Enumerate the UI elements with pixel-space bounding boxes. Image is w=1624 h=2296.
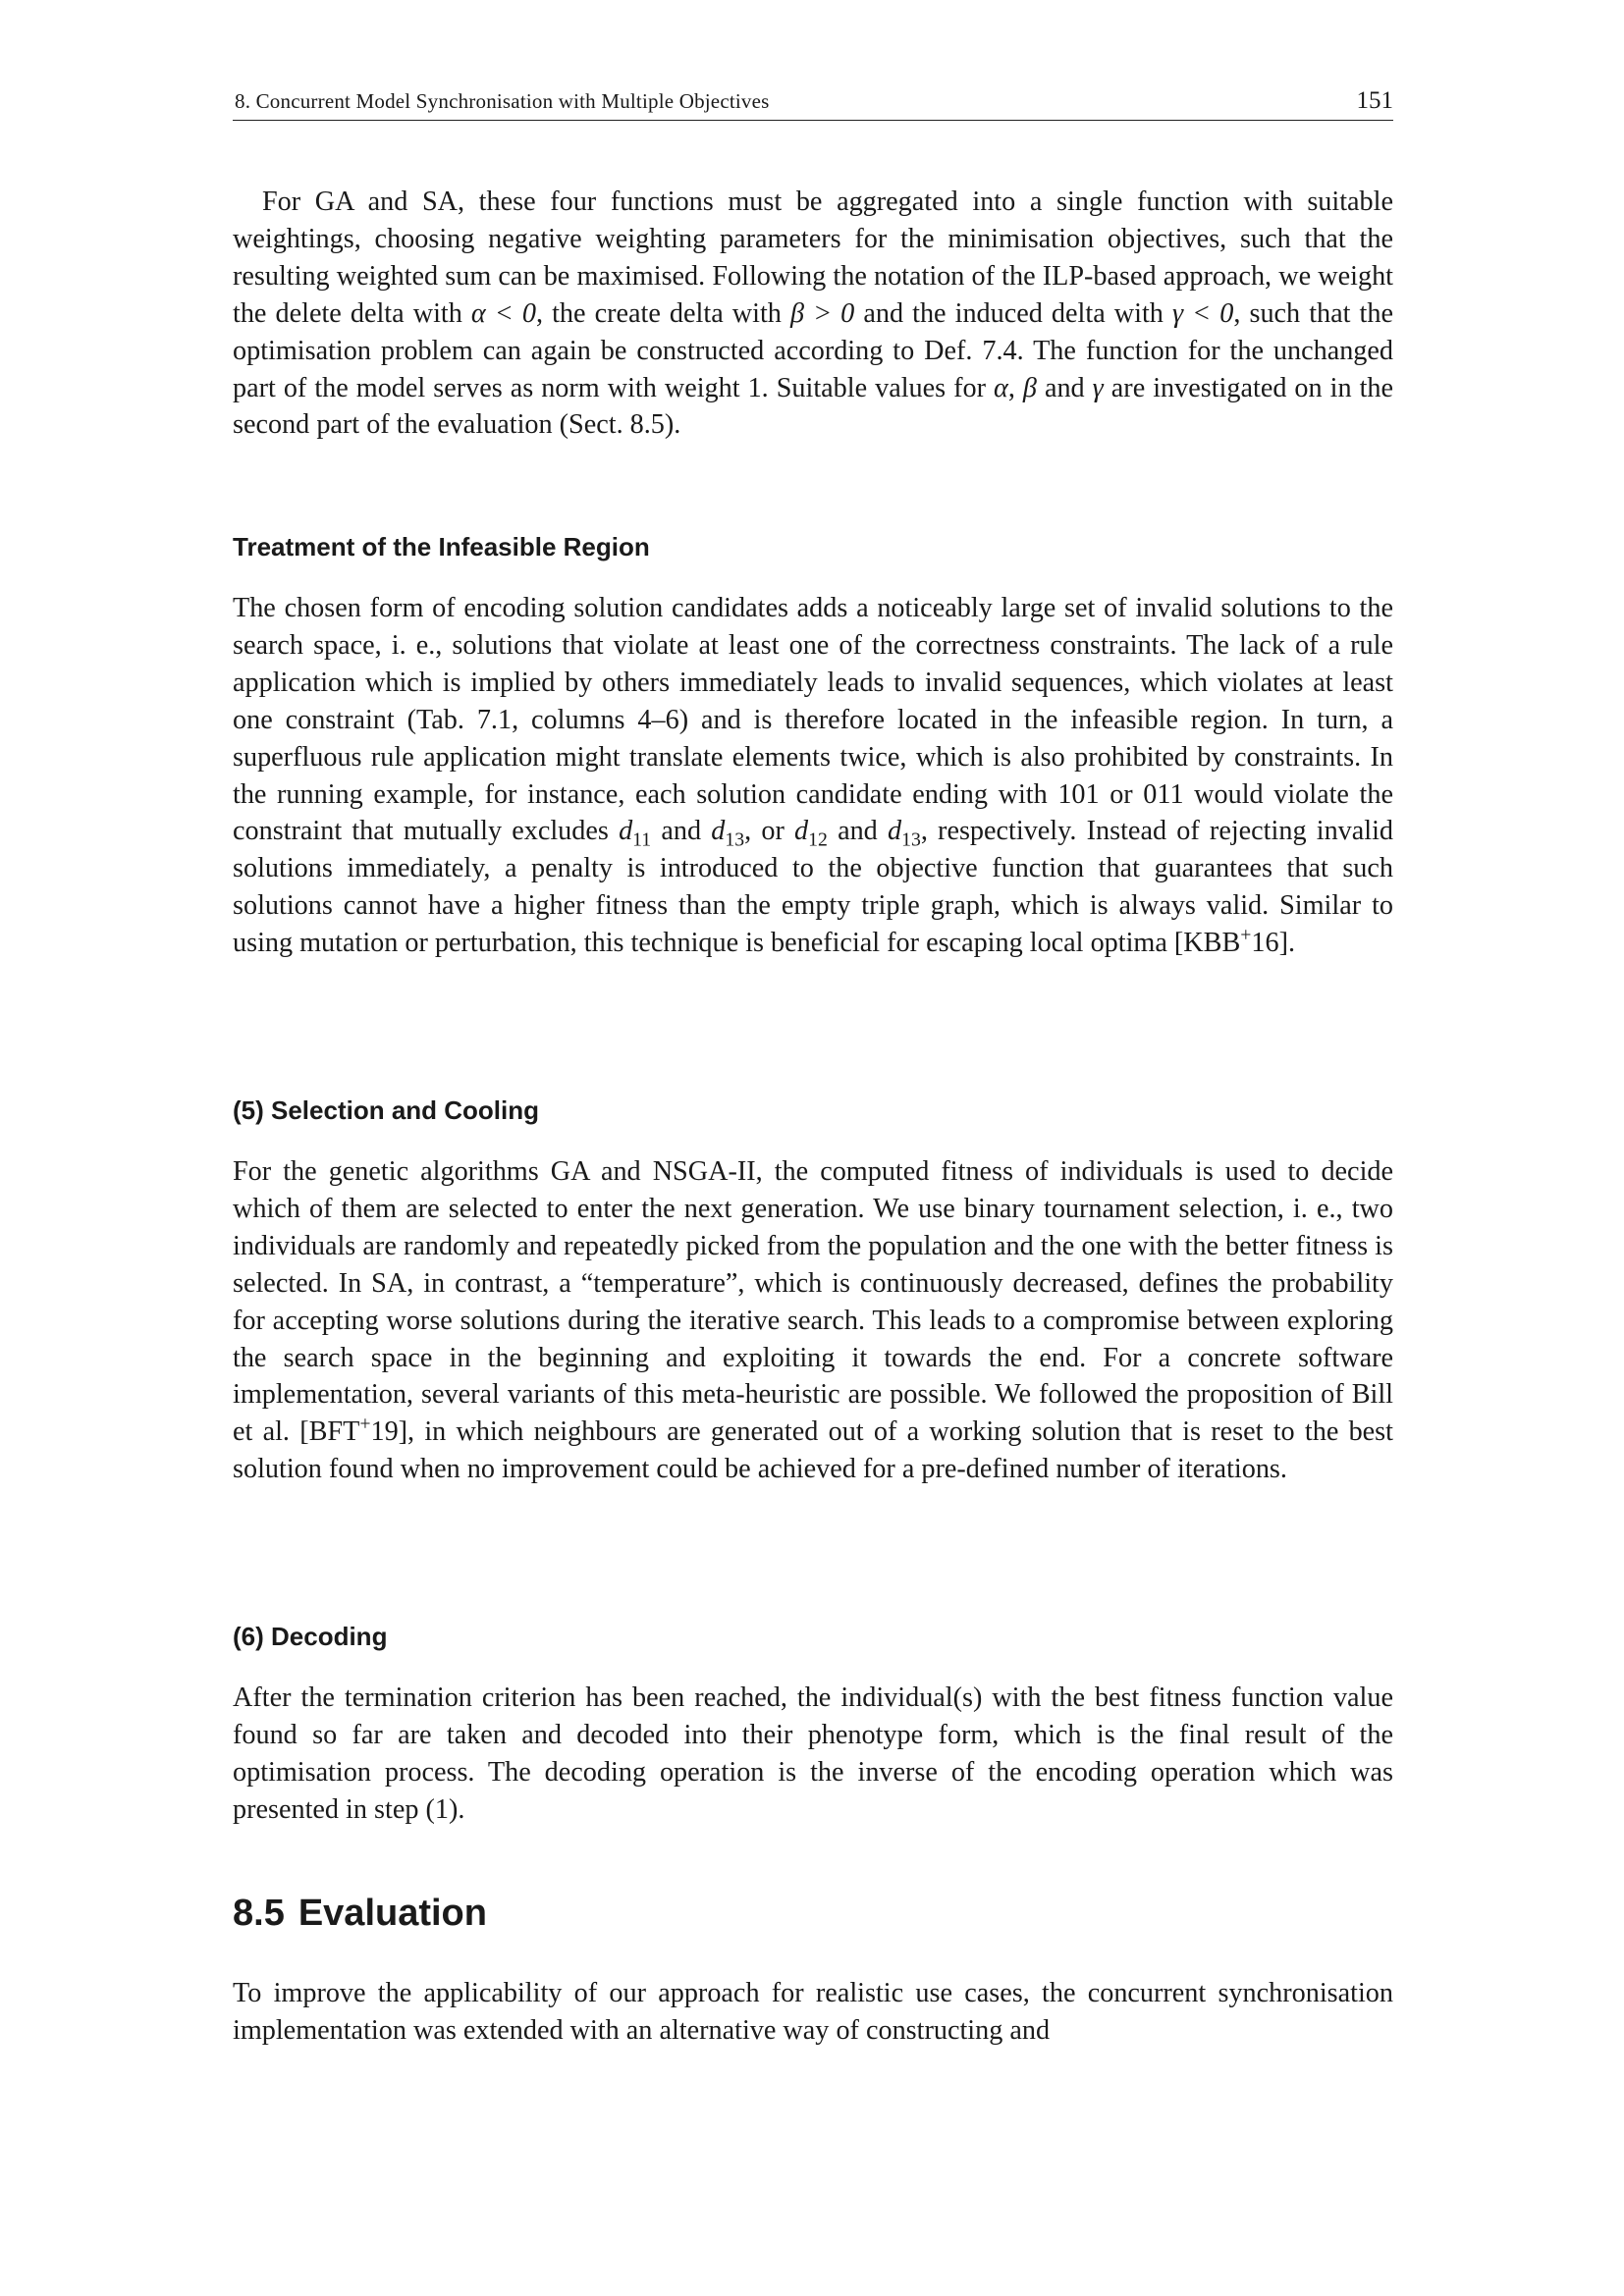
chapter-title: 8. Concurrent Model Synchronisation with Multiple Objectives [235, 89, 770, 113]
section-heading [233, 1891, 1393, 1936]
section-title: Evaluation [298, 1893, 487, 1934]
page-content [233, 86, 1394, 2046]
subsection-heading: (5) Selection and Cooling [233, 1095, 540, 1125]
alpha-condition: α < 0 [470, 297, 536, 329]
paragraph-infeasible: The chosen form of encoding solution candidates adds a noticeably large set of invalid solutions to the search space, i. e., solutions that violate at least one of the correctness constraints. The lack of a rule application which is implied by others immediately leads to invalid sequences, which violates at least one constraint (Tab. 7.1, columns 4–6) and is therefore located in the infeasible region. In turn, a superfluous rule application might translate elements twice, which is also prohibited by constraints. In the running example, for instance, each solution candidate ending with 101 or 011 would violate the constraint that mutually excludes $d_{11}$ and $d_{13}$, or $d_{12}$ and $d_{13}$, respectively. Instead of rejecting invalid solutions immediately, a penalty is introduced to the objective function that guarantees that such solutions cannot have a higher fitness than the empty triple graph, which is always valid. Similar to using mutation or perturbation, this technique is beneficial for escaping local optima [KBB+16]. [233, 593, 1394, 959]
section-number: 8.5 [233, 1893, 285, 1934]
subsection-selection-cooling [233, 1094, 1393, 1127]
subsection-heading: Treatment of the Infeasible Region [233, 532, 650, 561]
section-evaluation [233, 1891, 1393, 1936]
beta-condition: β > 0 [789, 297, 855, 329]
paragraph-weights: For GA and SA, these four functions must be aggregated into a single function with suitable weightings, choosing negative weighting parameters for the minimisation objectives, such that the resulting weighted sum can be maximised. Following the notation of the ILP-based approach, we weight the delete delta with α < 0, the create delta with β > 0 and the induced delta with γ < 0, such that the optimisation problem can again be constructed according to Def. 7.4. The function for the unchanged part of the model serves as norm with weight 1. Suitable values for α, β and γ are investigated on in the second part of the evaluation (Sect. 8.5). [233, 187, 1394, 441]
paragraph-evaluation: To improve the applicability of our approach for realistic use cases, the concurrent synchronisation implementation was extended with an alternative way of constructing and [233, 1978, 1393, 2046]
running-header [233, 86, 1393, 121]
paragraph-decoding: After the termination criterion has been reached, the individual(s) with the best fitness function value found so far are taken and decoded into their phenotype form, which is the final result of the optimisation process. The decoding operation is the inverse of the encoding operation which was presented in step (1). [233, 1682, 1393, 1825]
subsection-heading: (6) Decoding [233, 1622, 388, 1651]
subsection-infeasible-region [233, 530, 1393, 563]
paragraph-selection: For the genetic algorithms GA and NSGA-II, the computed fitness of individuals is used to decide which of them are selected to enter the next generation. We use binary tournament selection, i. e., two individuals are randomly and repeatedly picked from the population and the one with the better fitness is selected. In SA, in contrast, a “temperature”, which is continuously decreased, defines the probability for accepting worse solutions during the iterative search. This leads to a compromise between exploring the search space in the beginning and exploiting it towards the end. For a concrete software implementation, several variants of this meta-heuristic are possible. We followed the proposition of Bill et al. [BFT+19], in which neighbours are generated out of a working solution that is reset to the best solution found when no improvement could be achieved for a pre-defined number of iterations. [233, 1156, 1393, 1485]
page-number: 151 [1356, 87, 1393, 114]
subsection-decoding [233, 1620, 1393, 1653]
gamma-condition: γ < 0 [1171, 297, 1234, 329]
